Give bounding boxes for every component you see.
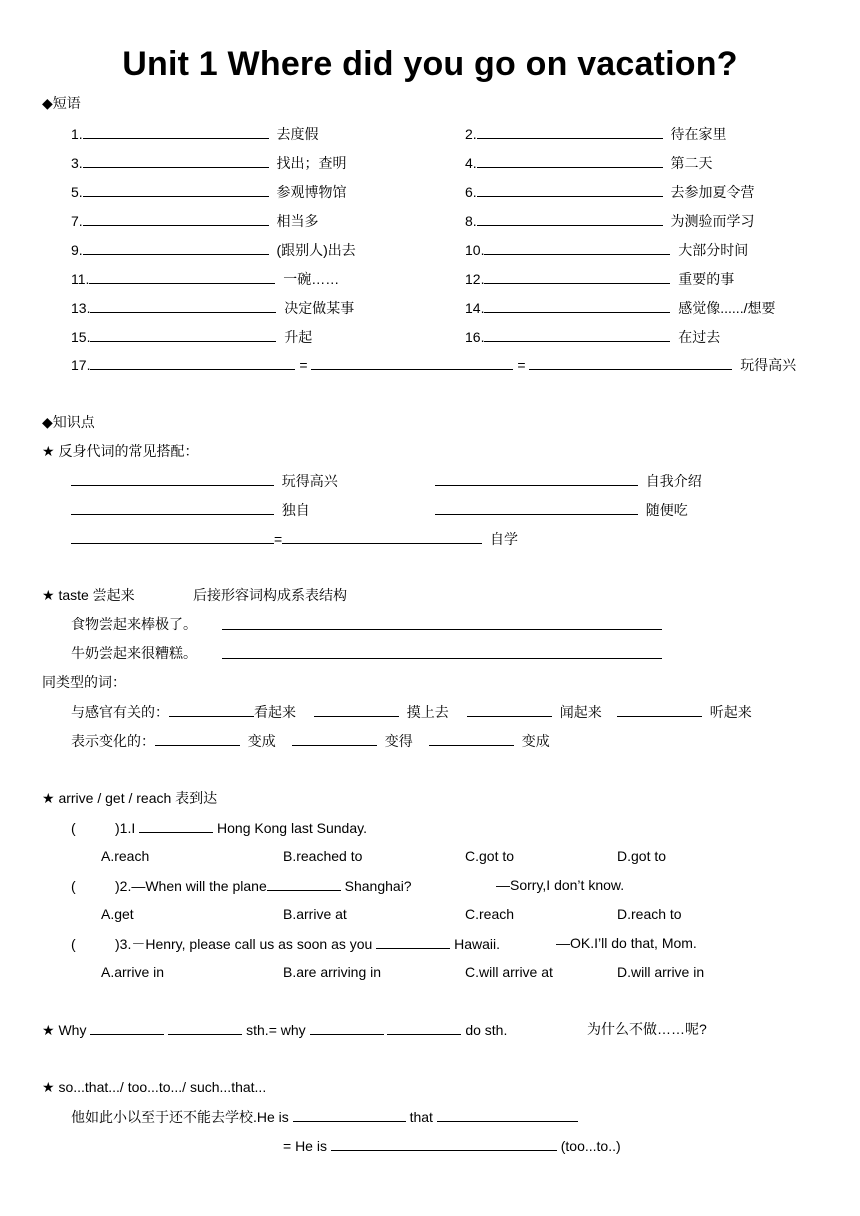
- answer-blank[interactable]: [437, 1107, 578, 1122]
- phrase-meaning: 在过去: [678, 329, 721, 345]
- sentence-text: (too...to..): [560, 1138, 621, 1154]
- why-meaning: 为什么不做……呢?: [587, 1021, 707, 1037]
- phrase-meaning: 参观博物馆: [276, 184, 347, 200]
- phrase-meaning: 重要的事: [678, 271, 735, 287]
- phrase-number: 10.: [465, 242, 485, 258]
- phrase-item: [71, 211, 318, 230]
- answer-paren[interactable]: (: [71, 936, 76, 952]
- phrase-number: 5.: [71, 184, 83, 200]
- answer-blank[interactable]: [484, 269, 670, 284]
- phrase-number: 8.: [465, 213, 477, 229]
- equals-sign: =: [299, 357, 308, 373]
- option-d: D.got to: [617, 848, 667, 864]
- why-text: do sth.: [465, 1022, 508, 1038]
- phrase-number: 2.: [465, 126, 477, 142]
- answer-blank[interactable]: [83, 182, 269, 197]
- answer-blank[interactable]: [90, 1020, 164, 1035]
- phrases-heading: ◆短语: [42, 95, 81, 111]
- option-a: A.get: [101, 906, 134, 922]
- option-b: B.are arriving in: [283, 964, 382, 980]
- answer-blank[interactable]: [435, 500, 638, 515]
- answer-blank[interactable]: [477, 153, 663, 168]
- phrase-number: 12.: [465, 271, 485, 287]
- phrase-item: [465, 327, 720, 346]
- so-that-line-2: [283, 1136, 621, 1155]
- phrase-item: [71, 124, 318, 143]
- phrase-item: [71, 327, 312, 346]
- sense-word: 摸上去: [406, 704, 449, 720]
- equals-sign: =: [517, 357, 526, 373]
- answer-blank[interactable]: [477, 124, 663, 139]
- phrase-item: [465, 298, 775, 317]
- reflexive-item: [71, 471, 338, 490]
- answer-blank[interactable]: [222, 615, 662, 630]
- phrase-item: [71, 182, 346, 201]
- phrase-meaning: 第二天: [670, 155, 713, 171]
- sense-word: 看起来: [254, 704, 296, 720]
- answer-blank[interactable]: [310, 1020, 384, 1035]
- sense-word: 闻起来: [559, 704, 602, 720]
- phrase-meaning: (跟别人)出去: [276, 242, 356, 258]
- phrase-number: 9.: [71, 242, 83, 258]
- answer-blank[interactable]: [83, 153, 269, 168]
- answer-blank[interactable]: [155, 731, 240, 746]
- phrase-meaning: 去度假: [276, 126, 319, 142]
- phrase-meaning: 待在家里: [670, 126, 727, 142]
- senses-label: 与感官有关的：: [71, 704, 169, 720]
- phrase-number: 17.: [71, 357, 91, 373]
- answer-blank[interactable]: [529, 355, 732, 370]
- phrase-meaning: 为测验而学习: [670, 213, 755, 229]
- answer-paren[interactable]: (: [71, 820, 76, 836]
- why-text: sth.= why: [246, 1022, 306, 1038]
- answer-blank[interactable]: [484, 327, 670, 342]
- change-word: 变成: [247, 733, 276, 749]
- change-word: 变成: [521, 733, 550, 749]
- phrase-number: 7.: [71, 213, 83, 229]
- so-that-line-1: [71, 1107, 578, 1126]
- question-reply: —OK.I’ll do that, Mom.: [556, 935, 697, 951]
- phrase-meaning: 大部分时间: [678, 242, 749, 258]
- reflexive-meaning: 自我介绍: [645, 473, 702, 489]
- question-text: Hawaii.: [454, 936, 500, 952]
- phrase-item: [71, 153, 346, 172]
- question-1: [71, 818, 367, 837]
- answer-blank[interactable]: [477, 211, 663, 226]
- answer-blank[interactable]: [617, 702, 702, 717]
- question-text: Hong Kong last Sunday.: [217, 820, 367, 836]
- phrase-item: [71, 298, 354, 317]
- answer-blank[interactable]: [168, 1020, 242, 1035]
- knowledge-heading: ◆知识点: [42, 414, 95, 430]
- reflexive-item: [435, 500, 688, 519]
- phrase-meaning: 感觉像....../想要: [678, 300, 776, 316]
- question-text: )2.—When will the plane: [115, 878, 267, 894]
- phrase-meaning: 去参加夏令营: [670, 184, 755, 200]
- answer-blank[interactable]: [293, 1107, 406, 1122]
- phrase-number: 15.: [71, 329, 91, 345]
- taste-heading: ★ taste 尝起来: [42, 587, 135, 603]
- phrase-item: [465, 153, 712, 172]
- answer-blank[interactable]: [71, 500, 274, 515]
- answer-blank[interactable]: [484, 298, 670, 313]
- phrase-number: 6.: [465, 184, 477, 200]
- option-c: C.got to: [465, 848, 515, 864]
- taste-note: 后接形容词构成系表结构: [193, 587, 347, 603]
- senses-line: [71, 702, 296, 721]
- option-a: A.arrive in: [101, 964, 165, 980]
- same-type-label: 同类型的词：: [42, 674, 126, 690]
- answer-blank[interactable]: [267, 876, 341, 891]
- example-sentence: 食物尝起来棒极了。: [71, 616, 197, 632]
- phrase-meaning: 决定做某事: [284, 300, 355, 316]
- taste-example: [71, 644, 197, 662]
- example-sentence: 牛奶尝起来很糟糕。: [71, 645, 197, 661]
- phrase-item: [71, 269, 339, 288]
- answer-blank[interactable]: [311, 355, 513, 370]
- question-text: Shanghai?: [344, 878, 412, 894]
- phrase-number: 4.: [465, 155, 477, 171]
- phrase-number: 16.: [465, 329, 485, 345]
- option-c: C.reach: [465, 906, 515, 922]
- phrase-item: [465, 124, 726, 143]
- answer-blank[interactable]: [89, 269, 275, 284]
- answer-blank[interactable]: [139, 818, 213, 833]
- phrase-meaning: 找出；查明: [276, 155, 347, 171]
- option-c: C.will arrive at: [465, 964, 553, 980]
- answer-blank[interactable]: [292, 731, 377, 746]
- phrase-item: [465, 182, 754, 201]
- answer-blank[interactable]: [83, 211, 269, 226]
- answer-blank[interactable]: [314, 702, 399, 717]
- answer-blank[interactable]: [376, 934, 450, 949]
- so-that-heading: ★ so...that.../ too...to.../ such...that...: [42, 1079, 267, 1095]
- phrase-meaning: 玩得高兴: [740, 357, 797, 373]
- phrase-item: [465, 240, 748, 259]
- option-b: B.arrive at: [283, 906, 347, 922]
- phrase-item: [71, 240, 356, 259]
- sentence-text: that: [409, 1109, 433, 1125]
- phrase-item: [465, 211, 754, 230]
- option-b: B.reached to: [283, 848, 363, 864]
- phrase-number: 14.: [465, 300, 485, 316]
- answer-blank[interactable]: [282, 529, 482, 544]
- reflexive-meaning: 随便吃: [645, 502, 688, 518]
- answer-blank[interactable]: [71, 471, 274, 486]
- equals-sign: =: [274, 531, 283, 547]
- answer-blank[interactable]: [429, 731, 514, 746]
- change-line: [71, 731, 276, 750]
- answer-blank[interactable]: [83, 240, 269, 255]
- answer-paren[interactable]: (: [71, 878, 76, 894]
- reflexive-heading: ★ 反身代词的常见搭配：: [42, 443, 199, 459]
- reflexive-item: [71, 529, 518, 548]
- answer-blank[interactable]: [90, 355, 295, 370]
- phrase-meaning: 升起: [284, 329, 313, 345]
- question-3: [71, 934, 500, 953]
- phrase-number: 11.: [71, 271, 90, 287]
- option-a: A.reach: [101, 848, 150, 864]
- answer-blank[interactable]: [90, 327, 276, 342]
- taste-example: [71, 615, 197, 633]
- why-line: [42, 1020, 507, 1039]
- sentence-text: = He is: [283, 1138, 327, 1154]
- reflexive-item: [71, 500, 310, 519]
- question-2: [71, 876, 412, 895]
- answer-blank[interactable]: [435, 471, 638, 486]
- arrive-heading: ★ arrive / get / reach 表到达: [42, 790, 218, 806]
- question-text: )1.I: [115, 820, 136, 836]
- option-d: D.will arrive in: [617, 964, 705, 980]
- option-d: D.reach to: [617, 906, 682, 922]
- change-word: 变得: [384, 733, 413, 749]
- phrase-number: 3.: [71, 155, 83, 171]
- change-label: 表示变化的：: [71, 733, 155, 749]
- reflexive-item: [435, 471, 702, 490]
- why-text: ★ Why: [42, 1022, 87, 1038]
- answer-blank[interactable]: [387, 1020, 461, 1035]
- phrase-number: 13.: [71, 300, 91, 316]
- answer-blank[interactable]: [71, 529, 274, 544]
- answer-blank[interactable]: [90, 298, 276, 313]
- sentence-text: 他如此小以至于还不能去学校.He is: [71, 1109, 289, 1125]
- phrase-meaning: 相当多: [276, 213, 319, 229]
- reflexive-meaning: 独自: [281, 502, 310, 518]
- answer-blank[interactable]: [477, 182, 663, 197]
- page-title: Unit 1 Where did you go on vacation?: [122, 45, 738, 83]
- phrase-meaning: 一碗……: [283, 271, 340, 287]
- answer-blank[interactable]: [222, 644, 662, 659]
- reflexive-meaning: 玩得高兴: [281, 473, 338, 489]
- phrase-item: [465, 269, 734, 288]
- answer-blank[interactable]: [169, 702, 254, 717]
- answer-blank[interactable]: [484, 240, 670, 255]
- answer-blank[interactable]: [467, 702, 552, 717]
- sense-word: 听起来: [709, 704, 752, 720]
- reflexive-meaning: 自学: [489, 531, 518, 547]
- answer-blank[interactable]: [331, 1136, 557, 1151]
- question-reply: —Sorry,I don’t know.: [496, 877, 625, 893]
- question-text: )3.－Henry, please call us as soon as you: [115, 936, 373, 952]
- phrase-17: [71, 355, 796, 374]
- answer-blank[interactable]: [83, 124, 269, 139]
- phrase-number: 1.: [71, 126, 83, 142]
